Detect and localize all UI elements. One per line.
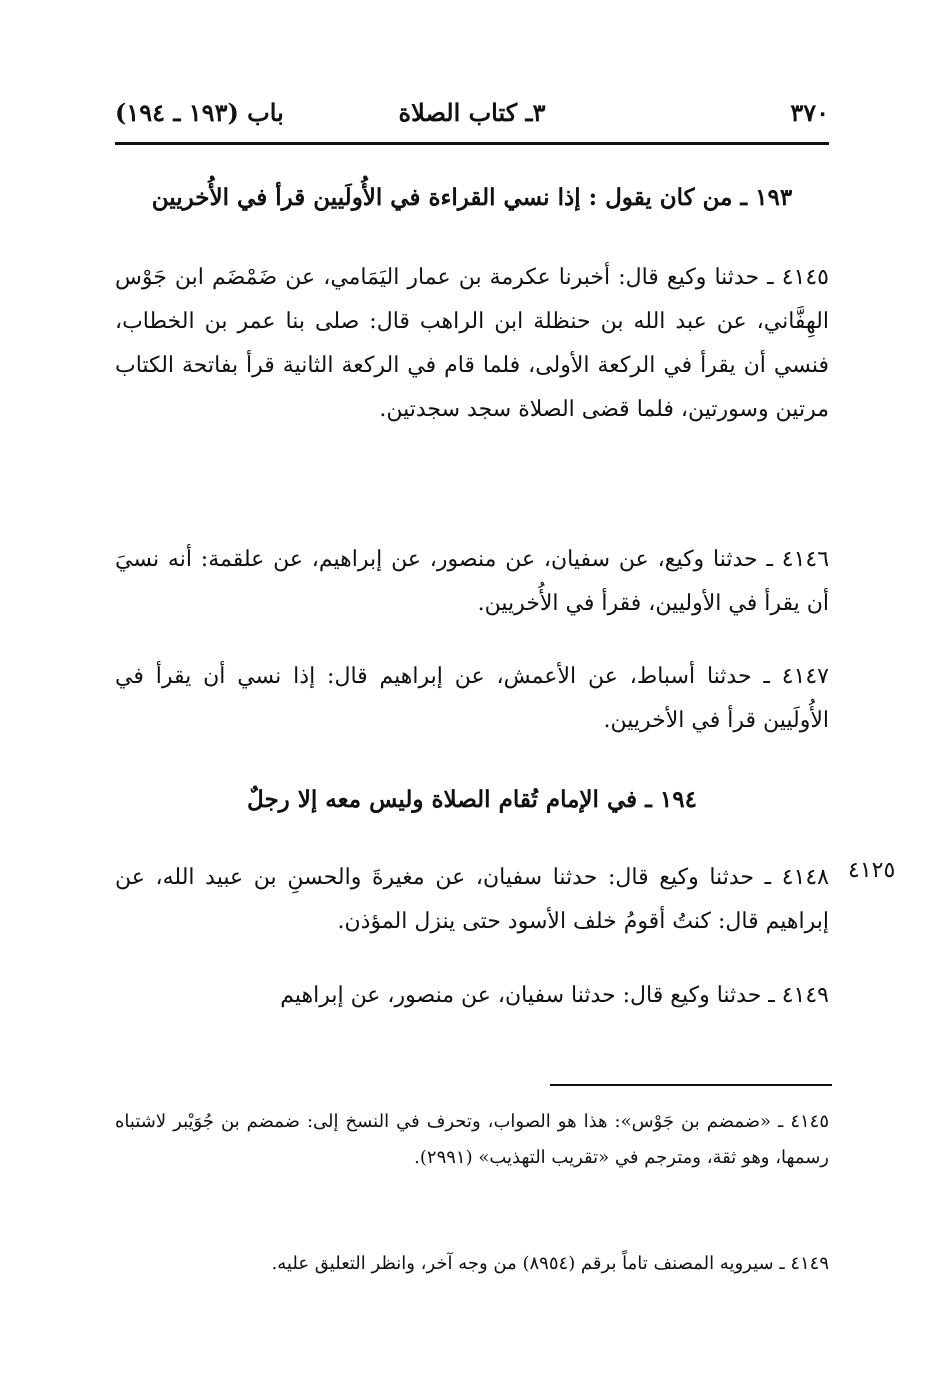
hadith-4149: ٤١٤٩ ـ حدثنا وكيع قال: حدثنا سفيان، عن منصور، عن إبراهيم bbox=[280, 983, 829, 1008]
section-heading-193: ١٩٣ ـ من كان يقول : إذا نسي القراءة في الأُولَيين قرأ في الأُخريين bbox=[151, 184, 793, 211]
chapter-range: باب (١٩٣ ـ ١٩٤) bbox=[115, 98, 284, 127]
running-header bbox=[115, 96, 829, 136]
section-heading-194: ١٩٤ ـ في الإمام تُقام الصلاة وليس معه إلا رجلٌ bbox=[247, 786, 697, 813]
hadith-4148: ٤١٤٨ ـ حدثنا وكيع قال: حدثنا سفيان، عن مغيرةَ والحسنِ بن عبيد الله، عن إبراهيم قال: كنتُ أقومُ خلف الأسود حتى ينزل المؤذن. bbox=[115, 865, 829, 934]
footnote-divider bbox=[550, 1084, 832, 1086]
hadith-4147: ٤١٤٧ ـ حدثنا أسباط، عن الأعمش، عن إبراهيم قال: إذا نسي أن يقرأ في الأُولَيين قرأ في الأخريين. bbox=[115, 664, 829, 733]
header-rule bbox=[115, 142, 829, 145]
hadith-4145: ٤١٤٥ ـ حدثنا وكيع قال: أخبرنا عكرمة بن عمار اليَمَامي، عن ضَمْضَم ابن جَوْس الهِفَّاني، عن عبد الله بن حنظلة ابن الراهب قال: صلى بنا عمر بن الخطاب، فنسي أن يقرأ في الركعة الأولى، فلما قام في الركعة الثانية قرأ بفاتحة الكتاب مرتين وسورتين، فلما قضى الصلاة سجد سجدتين. bbox=[115, 265, 829, 422]
hadith-4146: ٤١٤٦ ـ حدثنا وكيع، عن سفيان، عن منصور، عن إبراهيم، عن علقمة: أنه نسيَ أن يقرأ في الأوليين، فقرأ في الأُخريين. bbox=[115, 547, 830, 616]
footnote-4149: ٤١٤٩ ـ سيرويه المصنف تاماً برقم (٨٩٥٤) من وجه آخر، وانظر التعليق عليه. bbox=[271, 1253, 829, 1274]
margin-reference-number: ٤١٢٥ bbox=[848, 858, 896, 883]
page-number: ٣٧٠ bbox=[790, 98, 829, 127]
footnote-4145: ٤١٤٥ ـ «ضمضم بن جَوْس»: هذا هو الصواب، وتحرف في النسخ إلى: ضمضم بن جُوَيْبر لاشتباه رسمها، وهو ثقة، ومترجم في «تقريب التهذيب» (٢٩٩١). bbox=[115, 1111, 829, 1168]
book-title: ٣ـ كتاب الصلاة bbox=[398, 98, 546, 127]
